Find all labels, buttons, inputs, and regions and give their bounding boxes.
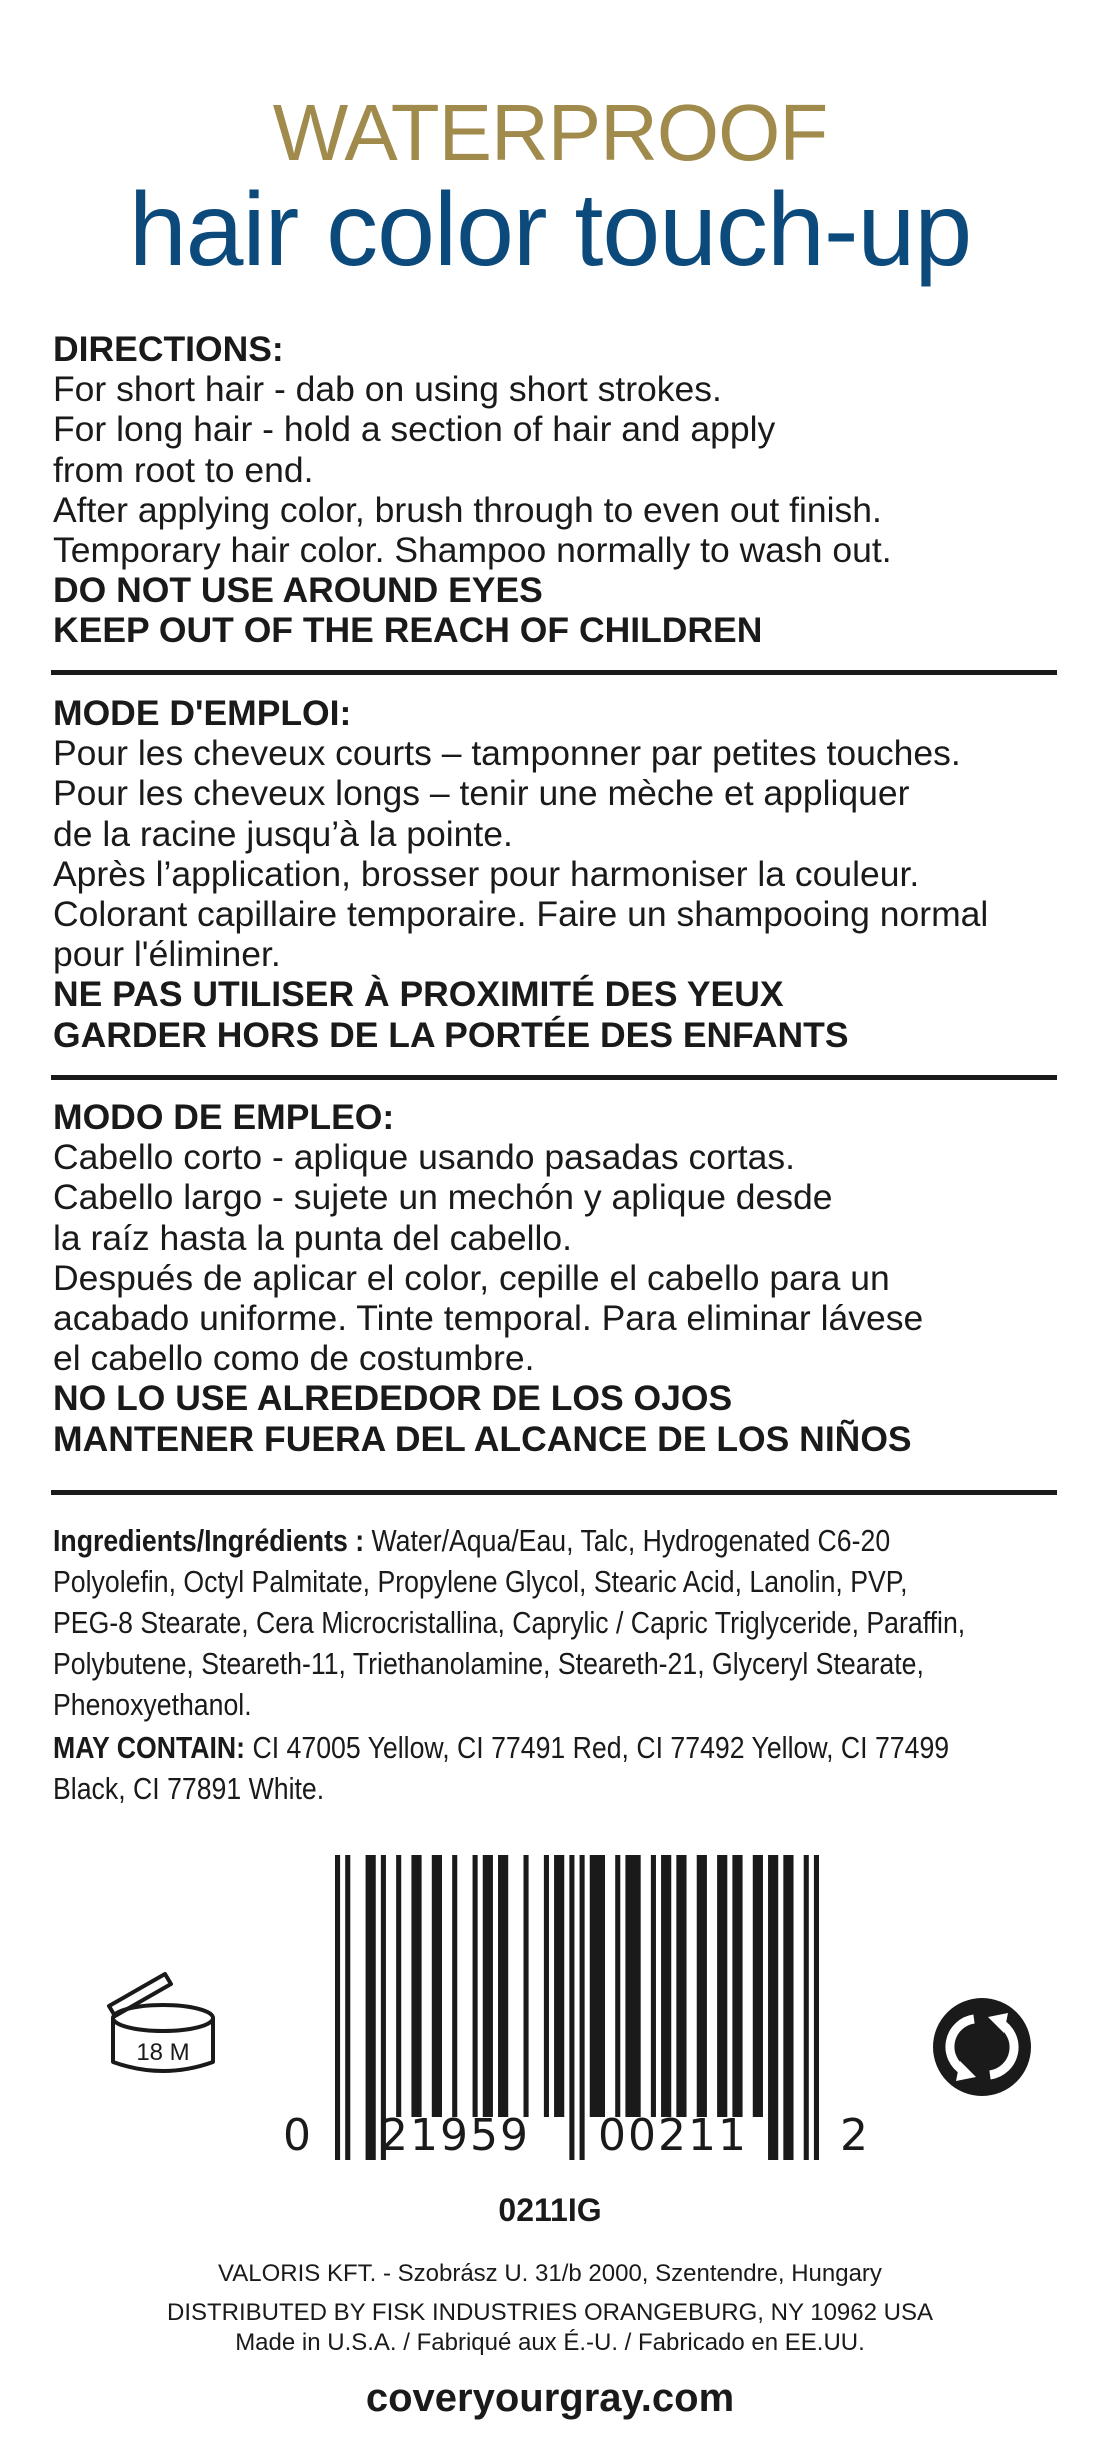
ingredients-text: Polyolefin, Octyl Palmitate, Propylene Glycol, Stearic Acid, Lanolin, PVP, [53, 1564, 908, 1599]
barcode-guard-bar [783, 1855, 793, 2160]
warning-line: NO LO USE ALREDEDOR DE LOS OJOS [53, 1378, 733, 1419]
directions-spanish [53, 1097, 1063, 1459]
warning-line: DO NOT USE AROUND EYES [53, 570, 543, 611]
product-code: 0211IG [498, 2192, 602, 2228]
open-jar-icon [105, 1968, 215, 2080]
barcode-bar [554, 1855, 564, 2117]
barcode-bar [697, 1855, 707, 2117]
ingredients-text: PEG-8 Stearate, Cera Microcristallina, Caprylic / Capric Triglyceride, Paraffin, [53, 1605, 966, 1640]
divider [51, 1490, 1057, 1495]
recycle-icon [930, 1995, 1034, 2099]
barcode-left-digits: 21959 [380, 2110, 530, 2161]
may-contain-text: CI 47005 Yellow, CI 77491 Red, CI 77492 Yellow, CI 77499 [245, 1730, 950, 1765]
direction-line: Temporary hair color. Shampoo normally to wash out. [53, 530, 892, 571]
barcode-first-digit: 0 [283, 2110, 311, 2161]
barcode-bar [661, 1855, 671, 2117]
barcode-bar [590, 1855, 605, 2117]
direction-line: Pour les cheveux courts – tamponner par petites touches. [53, 733, 961, 774]
may-contain-text: Black, CI 77891 White. [53, 1771, 325, 1806]
section-heading: DIRECTIONS: [53, 329, 284, 369]
may-contain-label: MAY CONTAIN: [53, 1730, 246, 1765]
barcode-check-digit: 2 [840, 2110, 868, 2161]
directions-english [53, 329, 1063, 651]
direction-line: pour l'éliminer. [53, 934, 281, 975]
barcode-bar [432, 1855, 442, 2117]
barcode-bar [544, 1855, 549, 2117]
warning-line: GARDER HORS DE LA PORTÉE DES ENFANTS [53, 1014, 849, 1055]
barcode-bar [498, 1855, 508, 2117]
barcode-guard-bar [804, 1855, 809, 2160]
barcode-guard-bar [814, 1855, 819, 2160]
barcode-bar [676, 1855, 686, 2117]
product-title-main: hair color touch-up [128, 172, 972, 288]
ingredients-text: Water/Aqua/Eau, Talc, Hydrogenated C6-20 [364, 1523, 891, 1558]
barcode-guard-bar [345, 1855, 350, 2160]
ingredients-label: Ingredients/Ingrédients : [53, 1523, 365, 1558]
barcode-bar [396, 1855, 401, 2117]
barcode-bar [625, 1855, 640, 2117]
barcode-guard-bar [768, 1855, 778, 2160]
pao-label: 18 M [136, 2039, 190, 2066]
distributor-line: DISTRIBUTED BY FISK INDUSTRIES ORANGEBURG, NY 10962 USA [167, 2299, 933, 2326]
direction-line: Colorant capillaire temporaire. Faire un shampooing normal [53, 894, 989, 935]
warning-line: KEEP OUT OF THE REACH OF CHILDREN [53, 610, 763, 651]
made-in-line: Made in U.S.A. / Fabriqué aux É.-U. / Fabricado en EE.UU. [235, 2329, 865, 2356]
ingredients-text: Phenoxyethanol. [53, 1687, 252, 1722]
barcode-bar [483, 1855, 493, 2117]
website-url: coveryourgray.com [365, 2376, 735, 2420]
barcode-bar [452, 1855, 457, 2117]
section-heading: MODE D'EMPLOI: [53, 693, 352, 733]
barcode-guard-bar [335, 1855, 340, 2160]
direction-line: For long hair - hold a section of hair and apply [53, 409, 776, 450]
ingredients-text: Polybutene, Steareth-11, Triethanolamine, Steareth-21, Glyceryl Stearate, [53, 1646, 924, 1681]
barcode-guard-bar [580, 1855, 585, 2160]
direction-line: acabado uniforme. Tinte temporal. Para eliminar lávese [53, 1298, 924, 1339]
divider [51, 1075, 1057, 1080]
directions-french [53, 693, 1063, 1055]
barcode-bar [753, 1855, 763, 2117]
barcode-guard-bar [569, 1855, 574, 2160]
barcode-bar [717, 1855, 727, 2117]
direction-line: After applying color, brush through to even out finish. [53, 489, 882, 530]
direction-line: For short hair - dab on using short strokes. [53, 369, 722, 410]
direction-line: de la racine jusqu’à la pointe. [53, 813, 513, 854]
barcode-bar [473, 1855, 478, 2117]
product-title-waterproof: WATERPROOF [272, 88, 828, 177]
warning-line: MANTENER FUERA DEL ALCANCE DE LOS NIÑOS [53, 1418, 912, 1459]
divider [51, 670, 1057, 675]
barcode-bar [615, 1855, 620, 2117]
warning-line: NE PAS UTILISER À PROXIMITÉ DES YEUX [53, 974, 784, 1015]
barcode-bar [524, 1855, 529, 2117]
barcode-bar [411, 1855, 421, 2117]
direction-line: Pour les cheveux longs – tenir une mèche et appliquer [53, 773, 910, 814]
direction-line: Cabello largo - sujete un mechón y aplique desde [53, 1177, 833, 1218]
barcode-right-digits: 00211 [598, 2110, 748, 2161]
barcode-bar [732, 1855, 742, 2117]
manufacturer-address: VALORIS KFT. - Szobrász U. 31/b 2000, Szentendre, Hungary [218, 2260, 882, 2287]
direction-line: la raíz hasta la punta del cabello. [53, 1217, 573, 1258]
direction-line: from root to end. [53, 449, 314, 490]
ingredients-block [53, 1520, 966, 1809]
direction-line: Después de aplicar el color, cepille el cabello para un [53, 1257, 890, 1298]
section-heading: MODO DE EMPLEO: [53, 1097, 395, 1137]
direction-line: Cabello corto - aplique usando pasadas cortas. [53, 1137, 796, 1178]
barcode-guard-bar [366, 1855, 376, 2160]
direction-line: el cabello como de costumbre. [53, 1338, 535, 1379]
barcode-bar [651, 1855, 656, 2117]
direction-line: Après l’application, brosser pour harmoniser la couleur. [53, 853, 920, 894]
